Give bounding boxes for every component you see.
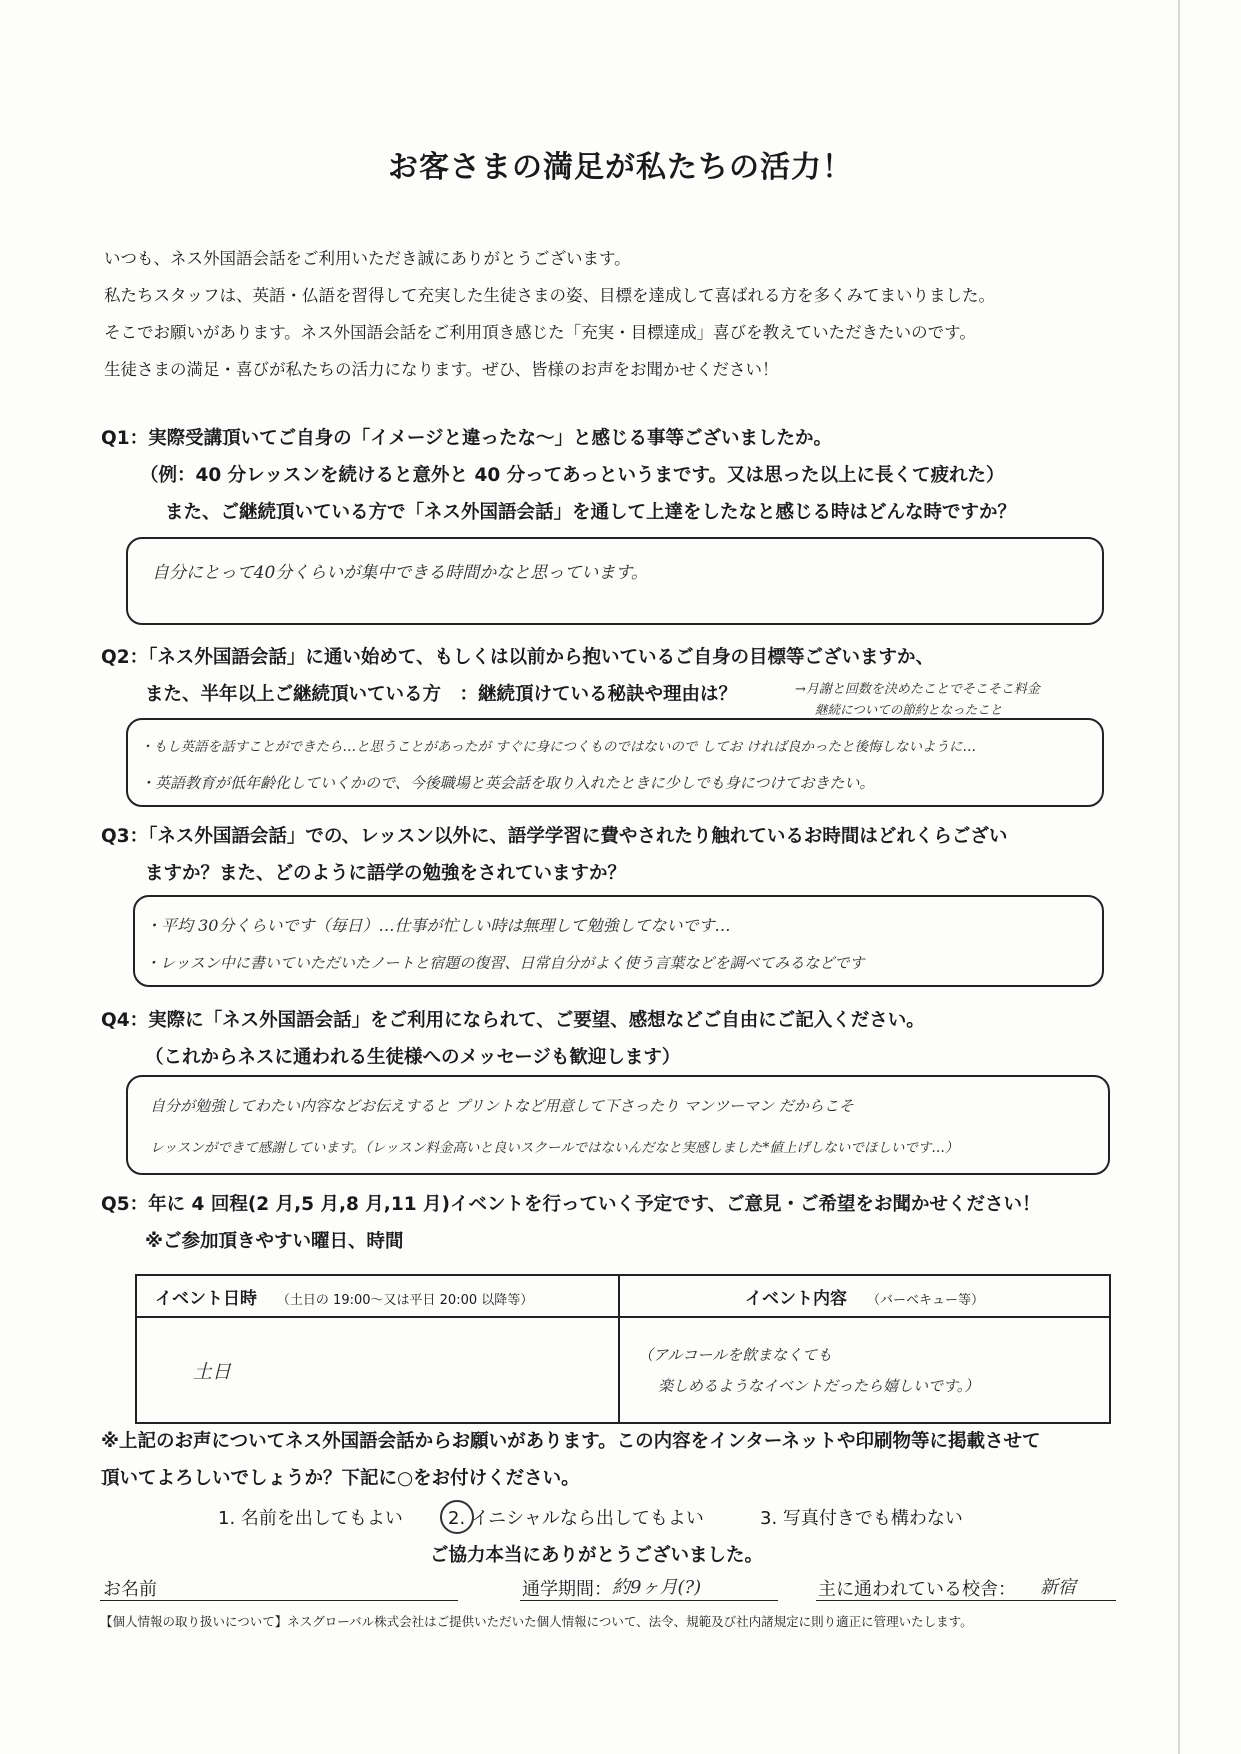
q3-answer-2: ・レッスン中に書いていただいたノートと宿題の復習、日常自分がよく使う言葉などを調べてみるなどです	[145, 954, 865, 972]
event-content-answer-1: （アルコールを飲まなくても	[638, 1346, 833, 1364]
q2-note-bottom: 継続についての節約となったこと	[815, 702, 1003, 717]
q4-question: Q4：実際に「ネス外国語会話」をご利用になられて、ご要望、感想などご自由にご記入ください。	[101, 1010, 925, 1031]
q4-answer-box	[126, 1075, 1110, 1175]
intro-line-1: いつも、ネス外国語会話をご利用いただき誠にありがとうございます。	[104, 249, 631, 268]
name-label: お名前	[103, 1579, 157, 1600]
q1-answer: 自分にとって40分くらいが集中できる時間かなと思っています。	[152, 563, 648, 583]
period-field-line	[520, 1600, 778, 1601]
consent-request-line-2: 頂いてよろしいでしょうか？下記に○をお付けください。	[101, 1468, 580, 1489]
school-field-line	[816, 1600, 1116, 1601]
q5-question: Q5：年に 4 回程(2 月,5 月,8 月,11 月)イベントを行っていく予定です、ご意見・ご希望をお聞かせください！	[101, 1194, 1041, 1215]
event-date-cell	[136, 1317, 619, 1423]
period-label: 通学期間：	[522, 1579, 612, 1600]
q1-question: Q1：実際受講頂いてご自身の「イメージと違ったな～」と感じる事等ございましたか。	[101, 428, 833, 449]
event-content-label: イベント内容	[745, 1288, 848, 1309]
q2-answer-2: ・英語教育が低年齢化していくかので、今後職場と英会話を取り入れたときに少しでも身につけておきたい。	[140, 774, 875, 792]
q1-followup: また、ご継続頂いている方で「ネス外国語会話」を通して上達をしたなと感じる時はどんな時ですか？	[165, 502, 1017, 523]
q3-question: Q3：「ネス外国語会話」での、レッスン以外に、語学学習に費やされたり触れているお時間はどれくらござい	[101, 826, 1008, 847]
event-content-note: （バーベキュー等）	[866, 1292, 984, 1308]
period-value: 約9ヶ月(?)	[612, 1577, 702, 1598]
event-date-answer: 土日	[193, 1360, 232, 1383]
q4-answer-1: 自分が勉強してわたい内容などお伝えすると プリントなど用意して下さったり マンツーマン だからこそ	[150, 1097, 854, 1115]
intro-line-3: そこでお願いがあります。ネス外国語会話をご利用頂き感じた「充実・目標達成」喜びを教えていただきたいのです。	[104, 323, 976, 342]
q2-note-top: →月謝と回数を決めたことでそこそこ料金	[795, 682, 1040, 697]
q2-question: Q2：「ネス外国語会話」に通い始めて、もしくは以前から抱いているご自身の目標等ございますか、	[101, 647, 934, 668]
consent-option-2[interactable]: 2. イニシャルなら出してもよい	[448, 1508, 704, 1529]
q3-followup: ますか？また、どのように語学の勉強をされていますか？	[145, 863, 627, 884]
event-date-label: イベント日時	[155, 1288, 257, 1309]
consent-request-line-1: ※上記のお声についてネス外国語会話からお願いがあります。この内容をインターネットや印刷物等に掲載させて	[101, 1431, 1041, 1452]
q2-answer-1: ・もし英語を話すことができたら…と思うことがあったが すぐに身につくものではないので してお ければ良かったと後悔しないように…	[140, 739, 976, 755]
q3-answer-1: ・平均 30分くらいです（毎日）…仕事が忙しい時は無理して勉強してないです…	[145, 916, 731, 935]
consent-option-3[interactable]: 3. 写真付きでも構わない	[760, 1508, 963, 1529]
q5-note: ※ご参加頂きやすい曜日、時間	[145, 1231, 404, 1252]
q4-answer-2: レッスンができて感謝しています。（レッスン料金高いと良いスクールではないんだなと実感しました*値上げしないでほしいです…）	[150, 1140, 959, 1156]
privacy-footer: 【個人情報の取り扱いについて】ネスグローバル株式会社はご提供いただいた個人情報について、法令、規範及び社内諸規定に則り適正に管理いたします。	[100, 1614, 973, 1629]
event-content-answer-2: 楽しめるようなイベントだったら嬉しいです。）	[658, 1377, 980, 1395]
event-date-header	[136, 1275, 619, 1317]
consent-option-1[interactable]: 1. 名前を出してもよい	[218, 1508, 403, 1529]
school-value: 新宿	[1040, 1577, 1076, 1598]
q3-answer-box	[133, 895, 1104, 987]
event-content-cell	[619, 1317, 1110, 1423]
scan-edge-line	[1178, 0, 1180, 1754]
q1-example: （例：40 分レッスンを続けると意外と 40 分ってあっというまです。又は思った以上に長くて疲れた）	[140, 465, 1005, 486]
event-table	[135, 1274, 1111, 1424]
event-content-header	[619, 1275, 1110, 1317]
q4-followup: （これからネスに通われる生徒様へのメッセージも歓迎します）	[145, 1047, 681, 1068]
intro-line-4: 生徒さまの満足・喜びが私たちの活力になります。ぜひ、皆様のお声をお聞かせください！	[104, 360, 779, 379]
event-date-note: （土日の 19:00～又は平日 20:00 以降等）	[276, 1292, 534, 1308]
page-title: お客さまの満足が私たちの活力！	[388, 150, 853, 185]
q2-answer-box	[126, 718, 1104, 807]
school-label: 主に通われている校舎：	[818, 1579, 1016, 1600]
thanks-message: ご協力本当にありがとうございました。	[430, 1545, 764, 1566]
q2-followup: また、半年以上ご継続頂いている方 ：継続頂けている秘訣や理由は？	[145, 684, 738, 705]
name-field-line[interactable]	[100, 1600, 458, 1601]
intro-line-2: 私たちスタッフは、英語・仏語を習得して充実した生徒さまの姿、目標を達成して喜ばれる方を多くみてまいりました。	[104, 286, 995, 305]
